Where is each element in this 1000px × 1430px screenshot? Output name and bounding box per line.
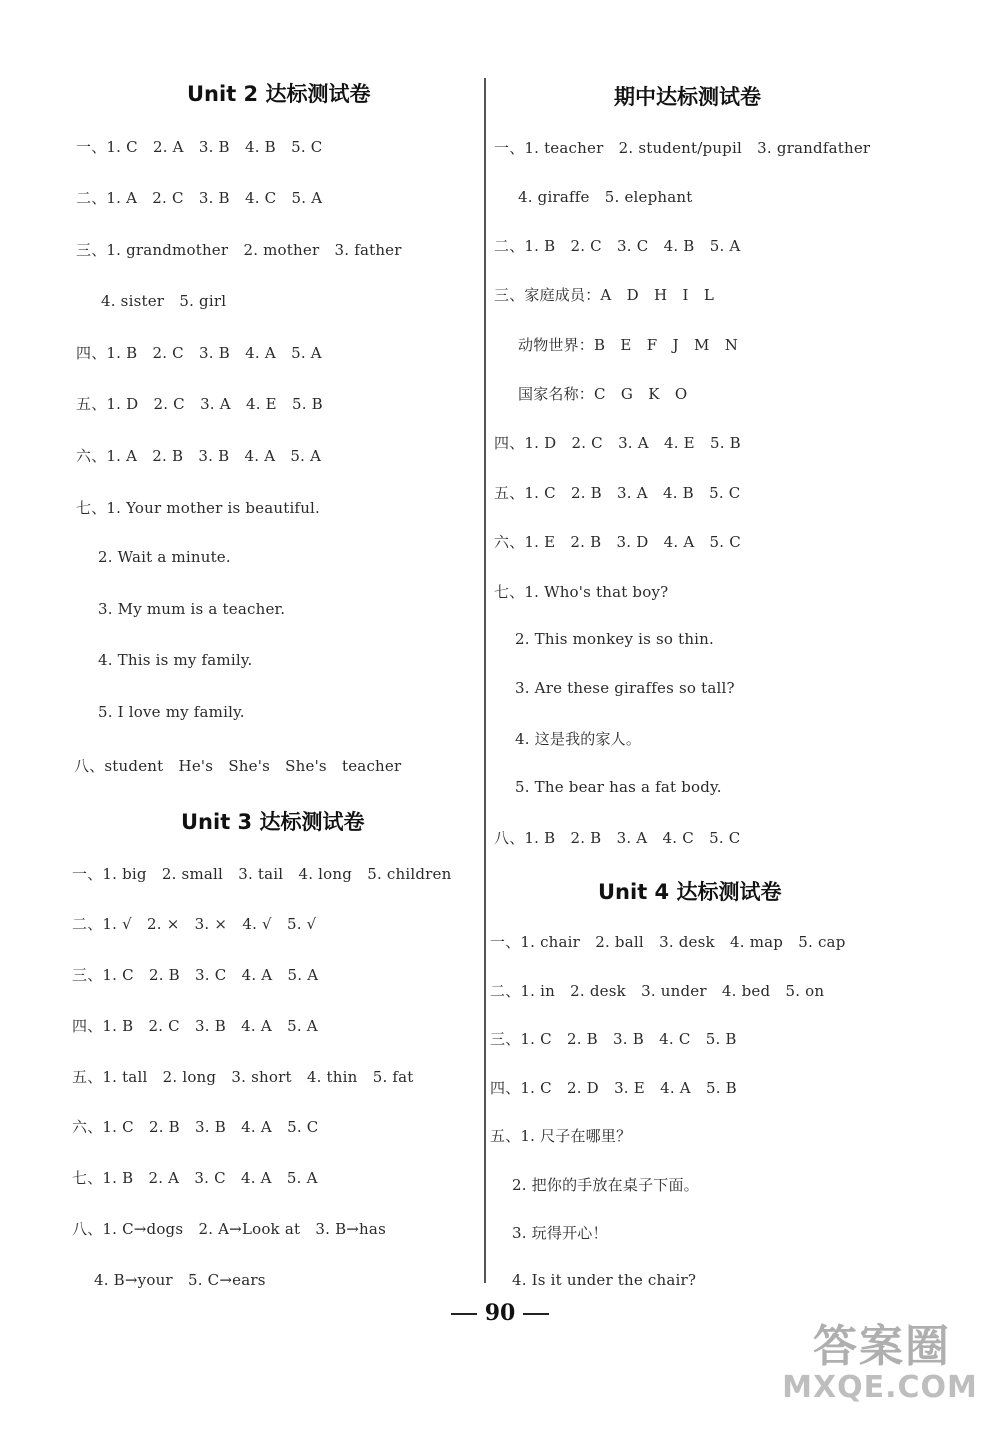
- answer-line: 七、1. B 2. A 3. C 4. A 5. A: [72, 1169, 318, 1187]
- answer-line: 动物世界：B E F J M N: [518, 336, 739, 354]
- answer-line: 六、1. E 2. B 3. D 4. A 5. C: [494, 533, 741, 551]
- watermark-logo: 答案圈: [813, 1321, 951, 1372]
- answer-line: 二、1. B 2. C 3. C 4. B 5. A: [494, 237, 741, 255]
- answer-line: 4. sister 5. girl: [101, 292, 227, 310]
- answer-line: 2. Wait a minute.: [98, 548, 231, 566]
- answer-line: 三、1. grandmother 2. mother 3. father: [76, 241, 402, 259]
- answer-line: 四、1. B 2. C 3. B 4. A 5. A: [76, 344, 322, 362]
- answer-line: 四、1. D 2. C 3. A 4. E 5. B: [494, 434, 741, 452]
- unit4-title: Unit 4 达标测试卷: [598, 880, 782, 904]
- answer-line: 五、1. D 2. C 3. A 4. E 5. B: [76, 395, 323, 413]
- answer-line: 五、1. 尺子在哪里？: [490, 1127, 632, 1145]
- answer-line: 三、1. C 2. B 3. B 4. C 5. B: [490, 1030, 737, 1048]
- answer-line: 3. 玩得开心！: [512, 1224, 608, 1242]
- answer-line: 2. This monkey is so thin.: [515, 630, 715, 648]
- page-number-dash: [523, 1313, 549, 1315]
- answer-line: 三、家庭成员：A D H I L: [494, 286, 715, 304]
- answer-line: 三、1. C 2. B 3. C 4. A 5. A: [72, 966, 319, 984]
- answer-line: 五、1. tall 2. long 3. short 4. thin 5. fat: [72, 1068, 414, 1086]
- answer-line: 国家名称：C G K O: [518, 385, 688, 403]
- answer-line: 六、1. C 2. B 3. B 4. A 5. C: [72, 1118, 319, 1136]
- answer-line: 4. Is it under the chair?: [512, 1271, 697, 1289]
- answer-line: 4. B→your 5. C→ears: [94, 1271, 266, 1289]
- answer-line: 四、1. B 2. C 3. B 4. A 5. A: [72, 1017, 318, 1035]
- answer-line: 一、1. big 2. small 3. tail 4. long 5. children: [72, 865, 452, 883]
- answer-line: 3. Are these giraffes so tall?: [515, 679, 735, 697]
- page-number-text: 90: [484, 1300, 516, 1326]
- answer-line: 3. My mum is a teacher.: [98, 600, 286, 618]
- watermark-site: MXQE.COM: [782, 1370, 978, 1405]
- page-number: [430, 1300, 570, 1326]
- unit2-title: Unit 2 达标测试卷: [187, 82, 371, 106]
- answer-line: 一、1. teacher 2. student/pupil 3. grandfather: [494, 139, 871, 157]
- answer-line: 五、1. C 2. B 3. A 4. B 5. C: [494, 484, 741, 502]
- answer-line: 4. 这是我的家人。: [515, 730, 642, 748]
- midterm-title: 期中达标测试卷: [614, 85, 761, 109]
- answer-line: 一、1. C 2. A 3. B 4. B 5. C: [76, 138, 323, 156]
- answer-line: 一、1. chair 2. ball 3. desk 4. map 5. cap: [490, 933, 846, 951]
- answer-line: 二、1. √ 2. × 3. × 4. √ 5. √: [72, 915, 317, 933]
- watermark: [782, 1310, 982, 1410]
- unit3-title: Unit 3 达标测试卷: [181, 810, 365, 834]
- answer-line: 七、1. Who's that boy?: [494, 583, 669, 601]
- answer-line: 八、1. C→dogs 2. A→Look at 3. B→has: [72, 1220, 386, 1238]
- answer-line: 2. 把你的手放在桌子下面。: [512, 1176, 699, 1194]
- answer-line: 六、1. A 2. B 3. B 4. A 5. A: [76, 447, 322, 465]
- answer-line: 八、1. B 2. B 3. A 4. C 5. C: [494, 829, 741, 847]
- column-divider: [484, 78, 486, 1283]
- answer-line: 4. This is my family.: [98, 651, 253, 669]
- page-number-dash: [451, 1313, 477, 1315]
- answer-line: 二、1. in 2. desk 3. under 4. bed 5. on: [490, 982, 825, 1000]
- answer-line: 八、student He's She's She's teacher: [74, 757, 402, 775]
- answer-line: 二、1. A 2. C 3. B 4. C 5. A: [76, 189, 323, 207]
- answer-line: 七、1. Your mother is beautiful.: [76, 499, 321, 517]
- answer-line: 5. The bear has a fat body.: [515, 778, 722, 796]
- answer-line: 四、1. C 2. D 3. E 4. A 5. B: [490, 1079, 737, 1097]
- answer-line: 5. I love my family.: [98, 703, 245, 721]
- answer-line: 4. giraffe 5. elephant: [518, 188, 693, 206]
